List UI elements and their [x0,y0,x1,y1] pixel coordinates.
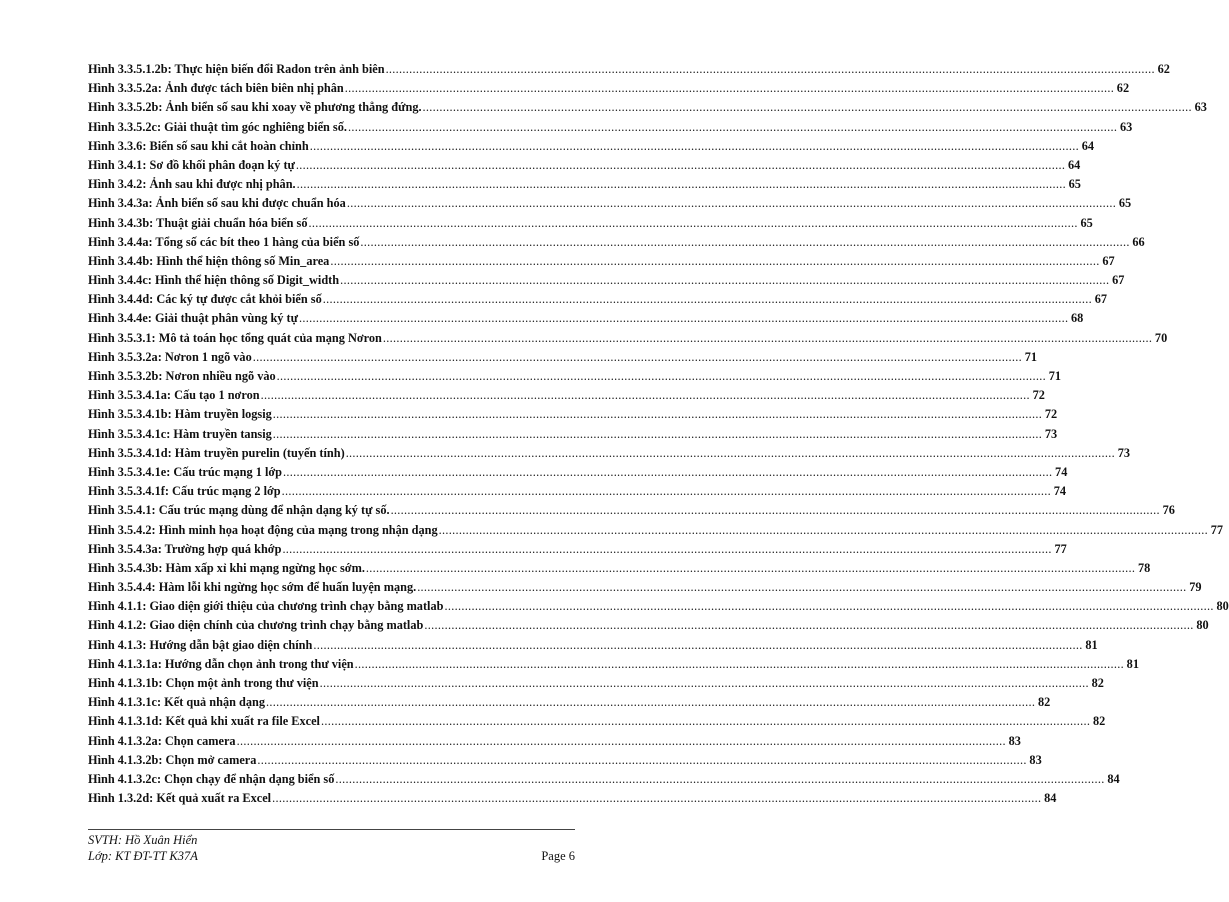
toc-entry[interactable] [88,252,1115,271]
toc-entry-title: Hình 3.4.2: Ảnh sau khi được nhị phân. [88,177,296,192]
toc-entry[interactable] [88,751,1042,770]
toc-leader-dots [299,309,1068,328]
table-of-figures [88,60,1229,808]
toc-entry-page: 64 [1067,157,1081,172]
toc-entry-page: 79 [1189,580,1202,595]
toc-entry[interactable] [88,175,1081,194]
toc-entry[interactable] [88,118,1133,137]
toc-entry-title: Hình 3.3.5.1.2b: Thực hiện biến đổi Radon trên ảnh biên [88,62,385,76]
toc-entry-page: 65 [1080,215,1093,230]
toc-leader-dots [330,252,1099,271]
toc-entry-page: 62 [1157,62,1170,76]
toc-entry-title: Hình 3.4.3b: Thuật giải chuẩn hóa biển số [88,215,308,230]
toc-leader-dots [355,655,1124,674]
toc-leader-dots [261,386,1030,405]
toc-entry-page: 67 [1112,273,1125,288]
toc-entry-page: 68 [1071,311,1084,326]
toc-entry-page: 80 [1216,599,1229,614]
toc-entry-title: Hình 3.5.3.4.1e: Cấu trúc mạng 1 lớp [88,464,283,479]
toc-entry[interactable] [88,540,1067,559]
toc-entry[interactable] [88,770,1120,789]
toc-entry[interactable] [88,597,1229,616]
toc-entry-page: 83 [1029,752,1042,767]
toc-entry-page: 66 [1132,234,1145,249]
toc-leader-dots [391,501,1160,520]
toc-entry-title: Hình 4.1.3.1d: Kết quả khi xuất ra file Excel [88,714,320,729]
toc-leader-dots [347,194,1116,213]
toc-entry-title: Hình 4.1.3.2b: Chọn mở camera [88,752,257,767]
toc-entry-page: 84 [1044,791,1057,806]
toc-entry[interactable] [88,732,1021,751]
toc-entry[interactable] [88,636,1098,655]
toc-entry[interactable] [88,482,1066,501]
toc-leader-dots [297,175,1066,194]
toc-entry-title: Hình 3.5.4.2: Hình minh họa hoạt động của mạng trong nhận dạng [88,522,438,537]
toc-entry-title: Hình 3.5.3.2b: Nơron nhiều ngõ vào [88,369,276,383]
toc-leader-dots [423,98,1192,117]
toc-leader-dots [266,693,1035,712]
toc-entry-title: Hình 4.1.3.1b: Chọn một ảnh trong thư viện [88,676,319,690]
toc-leader-dots [283,463,1052,482]
toc-entry[interactable] [88,348,1038,367]
toc-leader-dots [308,214,1077,233]
toc-entry-title: Hình 3.4.4d: Các ký tự được cắt khỏi biển số [88,292,322,307]
toc-entry[interactable] [88,712,1106,731]
toc-leader-dots [439,521,1208,540]
toc-entry[interactable] [88,214,1093,233]
toc-entry[interactable] [88,521,1223,540]
toc-entry-title: Hình 4.1.3.1a: Hướng dẫn chọn ảnh trong thư viện [88,656,354,671]
toc-entry-page: 73 [1117,445,1131,460]
toc-entry-title: Hình 3.5.3.4.1f: Cấu trúc mạng 2 lớp [88,484,281,499]
toc-leader-dots [310,137,1079,156]
toc-entry-page: 62 [1116,81,1130,96]
toc-entry-title: Hình 3.4.1: Sơ đồ khối phân đoạn ký tự [88,157,295,172]
toc-leader-dots [348,118,1117,137]
toc-entry-title: Hình 3.5.3.2a: Nơron 1 ngõ vào [88,349,252,364]
page-footer [88,832,575,864]
toc-entry-title: Hình 3.4.3a: Ảnh biển số sau khi được chuẩn hóa [88,196,346,211]
toc-entry[interactable] [88,367,1061,386]
toc-entry[interactable] [88,194,1132,213]
toc-entry[interactable] [88,444,1131,463]
toc-entry-page: 72 [1044,407,1058,422]
toc-leader-dots [323,290,1092,309]
toc-entry-title: Hình 4.1.3: Hướng dẫn bật giao diện chính [88,637,313,652]
toc-entry[interactable] [88,578,1202,597]
toc-entry-page: 81 [1085,637,1098,652]
toc-entry-title: Hình 3.3.5.2a: Ảnh được tách biên biên nhị phân [88,81,344,96]
toc-entry-title: Hình 3.5.4.3b: Hàm xấp xỉ khi mạng ngừng học sớm. [88,560,365,575]
toc-entry[interactable] [88,329,1168,348]
toc-entry-title: Hình 3.4.4a: Tổng số các bít theo 1 hàng của biển số [88,234,360,249]
footer-divider [88,829,575,830]
toc-entry-page: 71 [1048,369,1061,383]
toc-leader-dots [424,616,1193,635]
footer-student: SVTH: Hồ Xuân Hiển [88,833,198,847]
toc-entry-title: Hình 3.3.5.2c: Giải thuật tìm góc nghiêng biển số. [88,119,347,134]
toc-leader-dots [360,233,1129,252]
page-number: Page 6 [541,849,575,863]
toc-entry-title: Hình 3.5.3.4.1a: Cấu tạo 1 nơron [88,388,260,403]
toc-entry-title: Hình 4.1.3.1c: Kết quả nhận dạng [88,695,265,710]
toc-entry[interactable] [88,60,1170,79]
toc-entry[interactable] [88,233,1145,252]
toc-entry[interactable] [88,137,1095,156]
toc-entry-page: 65 [1118,196,1132,211]
toc-entry-page: 70 [1154,330,1168,345]
toc-entry-page: 81 [1126,656,1139,671]
toc-leader-dots [444,597,1213,616]
toc-leader-dots [273,425,1042,444]
toc-leader-dots [296,156,1065,175]
toc-entry-title: Hình 3.3.6: Biển số sau khi cắt hoàn chỉnh [88,138,309,153]
toc-entry[interactable] [88,98,1207,117]
toc-entry-page: 74 [1055,464,1068,479]
toc-entry-title: Hình 4.1.2: Giao diện chính của chương trình chạy bằng matlab [88,618,424,633]
toc-entry[interactable] [88,501,1175,520]
toc-entry-page: 82 [1092,714,1106,729]
toc-entry[interactable] [88,405,1058,424]
toc-entry-title: Hình 3.5.3.1: Mô tả toán học tổng quát của mạng Nơron [88,330,382,345]
toc-entry-page: 64 [1081,138,1095,153]
toc-leader-dots [313,636,1082,655]
toc-entry-page: 65 [1068,177,1081,192]
toc-entry[interactable] [88,79,1130,98]
toc-leader-dots [417,578,1186,597]
toc-entry-page: 63 [1119,119,1133,134]
toc-entry-title: Hình 3.5.4.3a: Trường hợp quá khớp [88,541,282,556]
toc-entry-page: 82 [1038,695,1051,710]
toc-entry-page: 72 [1032,388,1045,403]
toc-entry-title: Hình 3.5.3.4.1b: Hàm truyền logsig [88,407,272,422]
toc-leader-dots [335,770,1104,789]
toc-entry-page: 84 [1107,771,1120,786]
toc-leader-dots [383,329,1152,348]
toc-entry-title: Hình 3.5.4.4: Hàm lỗi khi ngừng học sớm để huấn luyện mạng. [88,580,417,595]
toc-entry-title: Hình 3.5.3.4.1d: Hàm truyền purelin (tuyến tính) [88,445,345,460]
toc-entry-title: Hình 4.1.1: Giao diện giới thiệu của chương trình chạy bằng matlab [88,599,444,614]
toc-leader-dots [282,482,1051,501]
toc-entry[interactable] [88,386,1045,405]
toc-leader-dots [366,559,1135,578]
toc-leader-dots [386,60,1155,79]
toc-entry[interactable] [88,789,1057,808]
toc-entry-page: 67 [1094,292,1108,307]
toc-entry-title: Hình 3.3.5.2b: Ảnh biển số sau khi xoay về phương thẳng đứng. [88,100,422,115]
toc-entry[interactable] [88,559,1151,578]
toc-leader-dots [340,271,1109,290]
toc-entry-title: Hình 3.4.4b: Hình thể hiện thông số Min_area [88,253,330,268]
toc-leader-dots [253,348,1022,367]
toc-entry-page: 71 [1024,349,1038,364]
toc-entry-page: 77 [1210,522,1223,537]
toc-leader-dots [273,405,1042,424]
toc-entry[interactable] [88,693,1051,712]
toc-entry-page: 67 [1102,253,1115,268]
toc-entry[interactable] [88,616,1209,635]
toc-leader-dots [282,540,1051,559]
toc-leader-dots [320,674,1089,693]
toc-entry-page: 74 [1053,484,1066,499]
toc-entry[interactable] [88,425,1058,444]
footer-class: Lớp: KT ĐT-TT K37A [88,849,198,863]
toc-entry[interactable] [88,271,1125,290]
toc-leader-dots [237,732,1006,751]
toc-leader-dots [257,751,1026,770]
toc-entry-page: 82 [1091,676,1104,690]
toc-entry-page: 77 [1054,541,1067,556]
toc-entry-page: 76 [1162,503,1175,518]
toc-entry[interactable] [88,674,1104,693]
toc-leader-dots [345,79,1114,98]
toc-leader-dots [272,789,1041,808]
toc-entry-title: Hình 4.1.3.2c: Chọn chạy để nhận dạng biển số [88,771,335,786]
toc-leader-dots [321,712,1090,731]
toc-entry[interactable] [88,655,1139,674]
toc-entry-title: Hình 3.5.3.4.1c: Hàm truyền tansig [88,426,272,441]
toc-leader-dots [346,444,1115,463]
toc-entry[interactable] [88,290,1108,309]
toc-entry-page: 63 [1194,100,1207,115]
toc-entry-title: Hình 3.4.4e: Giải thuật phân vùng ký tự [88,311,298,326]
toc-entry-title: Hình 3.4.4c: Hình thể hiện thông số Digit_width [88,273,340,288]
toc-entry[interactable] [88,463,1068,482]
toc-entry[interactable] [88,309,1084,328]
toc-entry-title: Hình 3.5.4.1: Cấu trúc mạng dùng để nhận dạng ký tự số. [88,503,390,518]
toc-entry-title: Hình 4.1.3.2a: Chọn camera [88,733,236,748]
toc-entry-title: Hình 1.3.2d: Kết quả xuất ra Excel [88,791,272,806]
toc-entry[interactable] [88,156,1081,175]
toc-leader-dots [277,367,1046,386]
toc-entry-page: 83 [1008,733,1021,748]
toc-entry-page: 80 [1196,618,1209,633]
toc-entry-page: 73 [1044,426,1058,441]
toc-entry-page: 78 [1137,560,1151,575]
